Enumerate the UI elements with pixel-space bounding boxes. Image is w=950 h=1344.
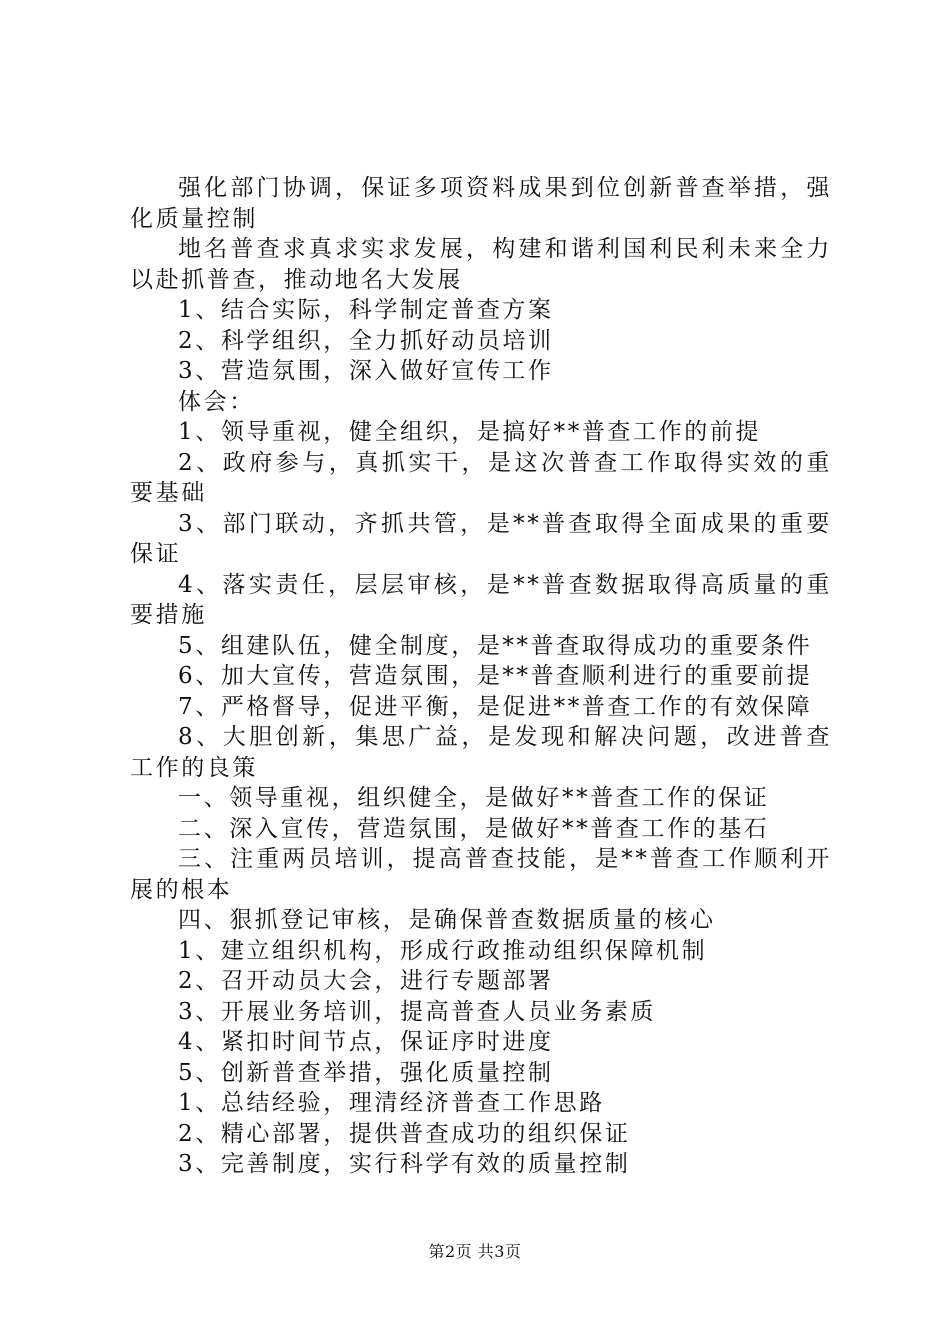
paragraph: 2、召开动员大会，进行专题部署 (178, 968, 554, 994)
paragraph: 四、狠抓登记审核，是确保普查数据质量的核心 (178, 907, 716, 933)
paragraph: 1、建立组织机构，形成行政推动组织保障机制 (178, 937, 708, 964)
paragraph: 1、结合实际，科学制定普查方案 (178, 297, 554, 323)
paragraph: 3、完善制度，实行科学有效的质量控制 (178, 1151, 631, 1177)
paragraph: 1、总结经验，理清经济普查工作思路 (178, 1090, 605, 1116)
paragraph: 4、紧扣时间节点，保证序时进度 (178, 1029, 554, 1055)
paragraph: 7、严格督导，促进平衡，是促进**普查工作的有效保障 (178, 693, 813, 720)
paragraph: 体会： (178, 388, 255, 415)
paragraph: 6、加大宣传，营造氛围，是**普查顺利进行的重要前提 (178, 663, 813, 689)
paragraph: 1、领导重视，健全组织，是搞好**普查工作的前提 (178, 419, 762, 445)
paragraph: 地名普查求真求实求发展，构建和谐利国利民利未来全力以赴抓普查，推动地名大发展 (130, 236, 832, 293)
paragraph: 3、营造氛围，深入做好宣传工作 (178, 358, 554, 384)
paragraph: 3、开展业务培训，提高普查人员业务素质 (178, 998, 657, 1025)
paragraph: 3、部门联动，齐抓共管，是**普查取得全面成果的重要保证 (130, 510, 832, 567)
paragraph: 二、深入宣传，营造氛围，是做好**普查工作的基石 (178, 815, 770, 842)
paragraph: 一、领导重视，组织健全，是做好**普查工作的保证 (178, 785, 770, 811)
paragraph: 三、注重两员培训，提高普查技能，是**普查工作顺利开展的根本 (130, 846, 832, 903)
paragraph: 2、科学组织，全力抓好动员培训 (178, 327, 554, 354)
paragraph: 5、创新普查举措，强化质量控制 (178, 1059, 554, 1086)
paragraph: 2、政府参与，真抓实干，是这次普查工作取得实效的重要基础 (130, 449, 832, 506)
paragraph: 强化部门协调，保证多项资料成果到位创新普查举措，强化质量控制 (130, 175, 832, 232)
paragraph: 5、组建队伍，健全制度，是**普查取得成功的重要条件 (178, 632, 813, 659)
page-number-footer: 第2页 共3页 (428, 1242, 522, 1261)
paragraph: 4、落实责任，层层审核，是**普查数据取得高质量的重要措施 (130, 571, 832, 628)
document-body (130, 173, 832, 1180)
paragraph: 2、精心部署，提供普查成功的组织保证 (178, 1120, 631, 1147)
paragraph: 8、大胆创新，集思广益，是发现和解决问题，改进普查工作的良策 (130, 724, 832, 781)
